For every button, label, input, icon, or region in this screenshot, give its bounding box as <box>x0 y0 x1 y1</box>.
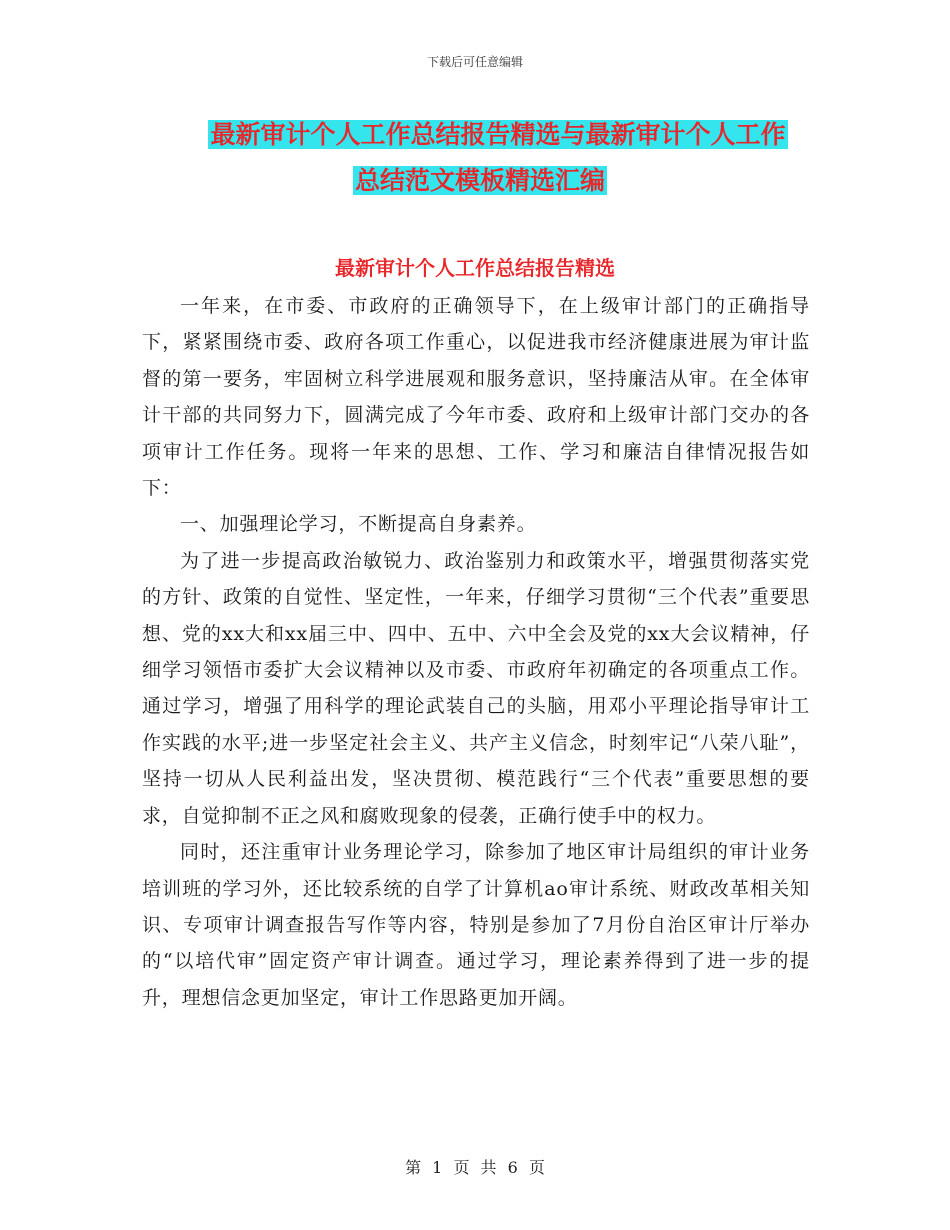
page-number-footer: 第 1 页 共 6 页 <box>405 1158 545 1177</box>
page-header-note: 下载后可任意编辑 <box>426 55 523 69</box>
paragraph: 一年来，在市委、市政府的正确领导下，在上级审计部门的正确指导下，紧紧围绕市委、政府各项工作重心，以促进我市经济健康进展为审计监督的第一要务，牢固树立科学进展观和服务意识，坚持廉洁从审。在全体审计干部的共同努力下，圆满完成了今年市委、政府和上级审计部门交办的各项审计工作任务。现将一年来的思想、工作、学习和廉洁自律情况报告如下： <box>142 295 810 500</box>
section-heading: 最新审计个人工作总结报告精选 <box>335 256 615 280</box>
document-body <box>142 288 810 1016</box>
document-title-line-1: 最新审计个人工作总结报告精选与最新审计个人工作 <box>210 120 786 149</box>
paragraph: 一、加强理论学习，不断提高自身素养。 <box>180 513 537 536</box>
document-title-line-2: 总结范文模板精选汇编 <box>354 166 605 195</box>
paragraph: 同时，还注重审计业务理论学习，除参加了地区审计局组织的审计业务培训班的学习外，还比较系统的自学了计算机ao审计系统、财政改革相关知识、专项审计调查报告写作等内容，特别是参加了7月份自治区审计厅举办的“以培代审”固定资产审计调查。通过学习，理论素养得到了进一步的提升，理想信念更加坚定，审计工作思路更加开阔。 <box>142 841 810 1009</box>
paragraph: 为了进一步提高政治敏锐力、政治鉴别力和政策水平，增强贯彻落实党的方针、政策的自觉性、坚定性，一年来，仔细学习贯彻“三个代表”重要思想、党的xx大和xx届三中、四中、五中、六中全会及党的xx大会议精神，仔细学习领悟市委扩大会议精神以及市委、市政府年初确定的各项重点工作。通过学习，增强了用科学的理论武装自己的头脑，用邓小平理论指导审计工作实践的水平;进一步坚定社会主义、共产主义信念，时刻牢记“八荣八耻”，坚持一切从人民利益出发，坚决贯彻、模范践行“三个代表”重要思想的要求，自觉抑制不正之风和腐败现象的侵袭，正确行使手中的权力。 <box>142 549 810 827</box>
document-title <box>0 112 950 204</box>
